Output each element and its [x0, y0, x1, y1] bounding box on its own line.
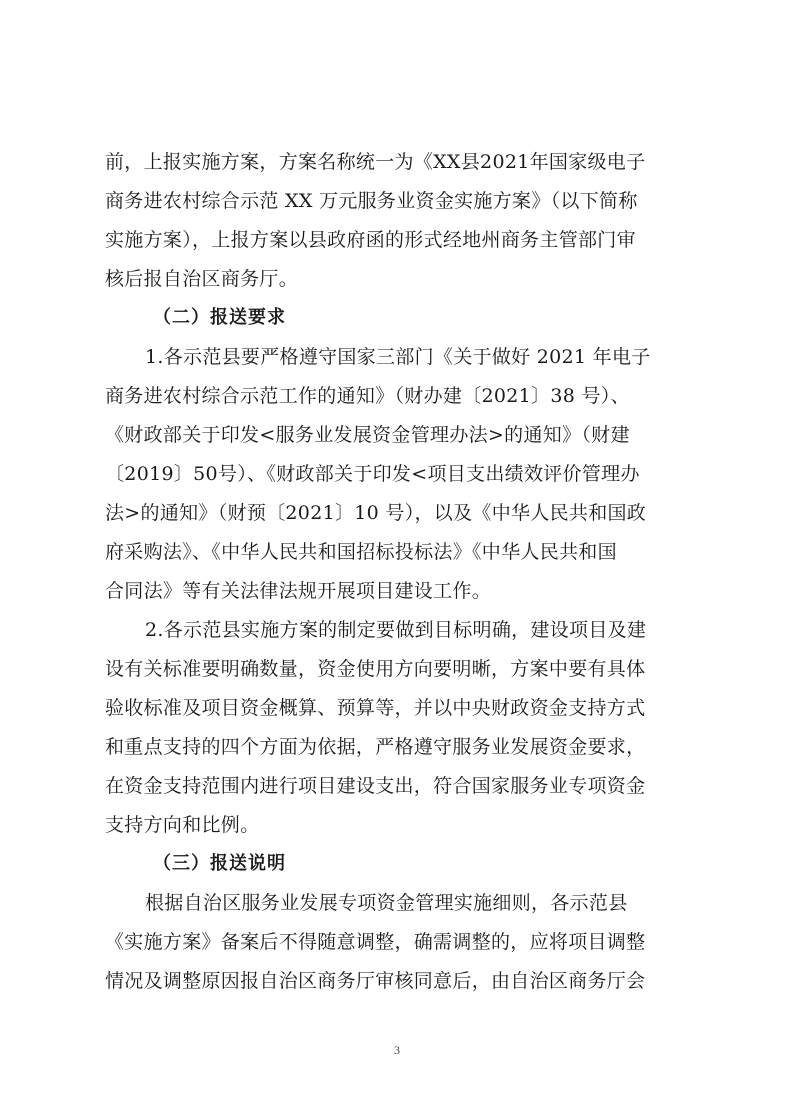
- paragraph-line: 商务进农村综合示范 XX 万元服务业资金实施方案》（以下简称: [105, 190, 638, 212]
- paragraph-line: 《实施方案》备案后不得随意调整，确需调整的，应将项目调整: [105, 931, 646, 953]
- paragraph-line: 合同法》等有关法律法规开展项目建设工作。: [105, 580, 492, 602]
- paragraph-line: 核后报自治区商务厅。: [105, 268, 299, 290]
- paragraph-line: 法>的通知》（财预〔2021〕10 号），以及《中华人民共和国政: [105, 502, 647, 524]
- paragraph-line: 支持方向和比例。: [105, 814, 260, 836]
- paragraph-line: 1.各示范县要严格遵守国家三部门《关于做好 2021 年电子: [145, 346, 651, 368]
- section-heading: （三）报送说明: [153, 853, 286, 874]
- paragraph-line: 〔2019〕50号）、《财政部关于印发<项目支出绩效评价管理办: [105, 463, 640, 485]
- paragraph-line: 设有关标准要明确数量，资金使用方向要明晰，方案中要有具体: [105, 658, 646, 680]
- paragraph-line: 情况及调整原因报自治区商务厅审核同意后，由自治区商务厅会: [105, 970, 646, 992]
- paragraph-line: 前，上报实施方案，方案名称统一为《XX县2021年国家级电子: [105, 151, 646, 173]
- paragraph-line: 府采购法》、《中华人民共和国招标投标法》《中华人民共和国: [105, 541, 617, 563]
- paragraph-line: 实施方案），上报方案以县政府函的形式经地州商务主管部门审: [105, 229, 636, 251]
- paragraph-line: 《财政部关于印发<服务业发展资金管理办法>的通知》（财建: [105, 424, 630, 446]
- paragraph-line: 根据自治区服务业发展专项资金管理实施细则，各示范县: [145, 892, 628, 914]
- paragraph-line: 验收标准及项目资金概算、预算等，并以中央财政资金支持方式: [105, 697, 646, 719]
- section-heading: （二）报送要求: [153, 307, 286, 328]
- paragraph-line: 在资金支持范围内进行项目建设支出，符合国家服务业专项资金: [105, 775, 646, 797]
- paragraph-line: 2.各示范县实施方案的制定要做到目标明确，建设项目及建: [145, 619, 647, 641]
- page-number: 3: [394, 1043, 400, 1057]
- paragraph-line: 和重点支持的四个方面为依据，严格遵守服务业发展资金要求，: [105, 736, 646, 758]
- paragraph-line: 商务进农村综合示范工作的通知》（财办建〔2021〕38 号）、: [105, 385, 630, 407]
